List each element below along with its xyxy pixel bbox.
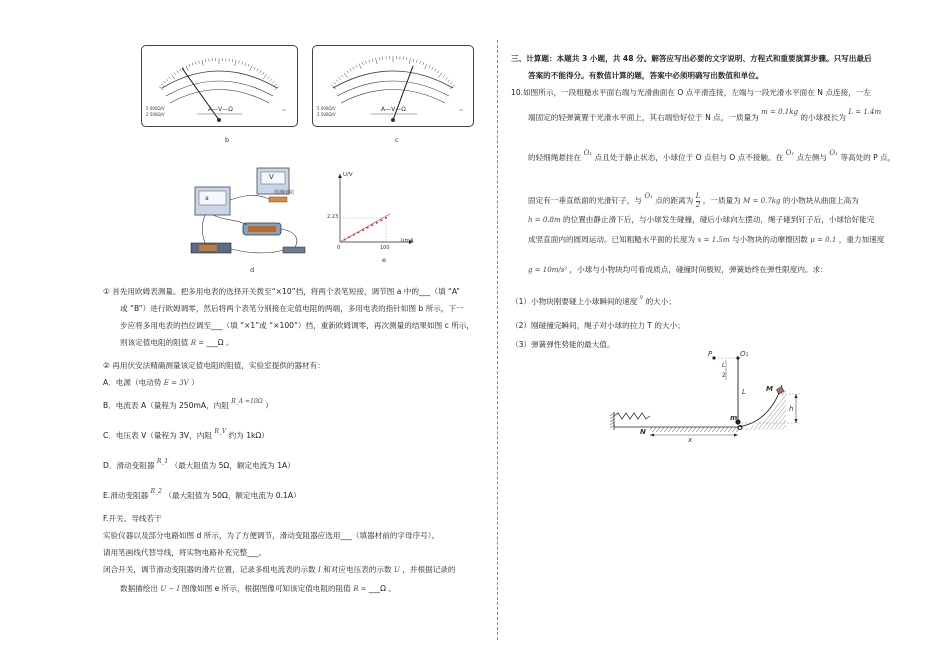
meter-tick — [195, 62, 196, 65]
option-e-end: （最大阻值为 50Ω，额定电流为 0.1A） — [164, 491, 301, 500]
option-a-math: E = 3V — [163, 379, 189, 387]
paragraph-4-math: U − I — [160, 585, 180, 593]
switch — [283, 247, 305, 253]
meter-tick — [413, 59, 414, 62]
option-c-text: C．电压表 V（量程为 3V，内阻 — [103, 431, 212, 440]
q10-line-5-b: 的位置由静止滑下后，与小球发生碰撞，碰后小球向左摆动，绳子碰到钉子后，小球恰好能完 — [563, 215, 875, 224]
q10-line-4 — [528, 193, 859, 209]
meter-tick — [242, 62, 243, 65]
diagram-label-o: O — [737, 424, 743, 432]
meter-tick — [186, 65, 189, 70]
q10-line-2-a: 端固定的轻弹簧置于光滑水平面上，其右端恰好位于 N 点，一质量为 — [528, 113, 759, 122]
diagram-label-m: m — [730, 414, 738, 422]
meter-tick — [262, 72, 264, 74]
meter-tick — [450, 82, 452, 84]
meter-tick — [379, 57, 380, 60]
q10-line-7-b: ，小球与小物块均可看成质点，碰撞时间极短，弹簧始终在弹性限度内。求： — [569, 265, 828, 274]
paragraph-3-b: 和对应电压表的示数 — [323, 565, 392, 574]
diagram-label-l: L — [742, 388, 746, 396]
meter-tick — [336, 80, 338, 82]
diagram-label-m-big: M — [766, 385, 773, 393]
option-c — [103, 428, 269, 440]
option-b-math: R_A =10Ω — [231, 398, 263, 405]
meter-tick — [164, 81, 166, 83]
meter-c-caption: c — [395, 136, 399, 144]
option-d-math: R_1 — [156, 458, 169, 465]
graph-y-tick: 2.23 — [327, 214, 339, 220]
paragraph-4-a: 数据描绘出 — [120, 584, 158, 593]
peg-p — [712, 356, 715, 359]
q1-line-4 — [120, 339, 234, 347]
graph-point — [362, 229, 364, 231]
q10-fraction-num: L — [695, 192, 701, 200]
meter-tick — [409, 58, 410, 64]
option-d — [103, 458, 295, 470]
paragraph-3 — [103, 566, 455, 574]
q10-line-6-a: 成竖直面内的圆周运动。已知粗糙水平面的长度为 — [528, 235, 696, 244]
graph-points — [344, 217, 387, 241]
spring — [614, 413, 650, 419]
meter-tick — [161, 84, 163, 86]
option-f: F.开关、导线若干 — [103, 514, 162, 523]
paragraph-1: 实验仪器以及部分电路如图 d 所示，为了方便调节，滑动变阻器应选用___（填器材前的字母序号）。 — [103, 531, 440, 540]
q10-line-3-a: 的轻细绳悬挂在 — [528, 153, 582, 162]
meter-tick — [192, 63, 193, 66]
meter-b-note-2: 2 500Ω/V — [146, 112, 165, 117]
meter-tick — [339, 77, 341, 79]
graph-point — [357, 231, 359, 233]
graph-point — [380, 219, 382, 221]
q10-length-x: x = 1.5m — [697, 236, 730, 244]
q10-line-7 — [528, 266, 828, 274]
resistor-body — [269, 197, 287, 202]
q10-height-h: h = 0.8m — [528, 216, 561, 224]
meter-tick — [359, 64, 362, 69]
meter-tick — [356, 65, 357, 68]
graph-point — [344, 239, 346, 241]
q1-line-4-text: 则该定值电阻的阻值 — [120, 338, 189, 347]
graph-point — [353, 234, 355, 236]
q10-mass-m: m = 0.1kg — [761, 108, 798, 116]
q10-line-5 — [528, 216, 874, 224]
meter-tick — [257, 69, 259, 72]
wall-hatch — [610, 413, 614, 416]
paragraph-4-math-r: R = — [353, 585, 369, 593]
q10-mass-big-m: M = 0.7kg — [743, 197, 781, 206]
q10-line-3-c: 点左侧与 — [796, 153, 827, 162]
meter-tick — [423, 62, 424, 65]
q10-line-6 — [528, 236, 884, 244]
sub-question-1-b: 的大小； — [645, 297, 676, 306]
meter-tick — [438, 73, 442, 78]
meter-tick — [180, 69, 182, 72]
q10-length-l: L = 1.4m — [848, 108, 882, 116]
meter-tick — [443, 75, 445, 77]
rough-surface — [650, 427, 738, 432]
q1-line-3: 步应将多用电表的挡位调至___（填 “×1”或 “×100”）挡，重新欧姆调零，再次测量的结果如图 c 所示， — [120, 321, 474, 330]
figure-e-caption: e — [382, 256, 386, 264]
paragraph-3-math-i: I — [318, 566, 321, 574]
q10-o1-b: O₁ — [785, 149, 795, 157]
meter-tick — [350, 69, 352, 72]
q1-line-4-tail: ___Ω 。 — [206, 338, 234, 347]
meter-b-note-3: ~ — [282, 108, 287, 114]
graph-point — [371, 224, 373, 226]
meter-b-scale-label: A—V—Ω — [208, 106, 233, 113]
q10-line-6-c: ，重力加速度 — [838, 235, 885, 244]
meter-tick — [344, 73, 348, 78]
paragraph-4 — [120, 585, 396, 593]
meter-tick — [272, 81, 274, 83]
option-e-math: R_2 — [150, 488, 162, 495]
q10-fraction-den: 2 — [695, 200, 701, 209]
meter-tick — [365, 61, 366, 64]
q10-o1-c: O₁ — [829, 149, 838, 157]
q10-line-3-d: 等高处的 P 点， — [840, 153, 896, 162]
meter-c-scale-label: A—V—Ω — [381, 106, 406, 113]
meter-tick — [254, 67, 255, 70]
paragraph-4-c: ___Ω 。 — [368, 584, 396, 593]
meter-tick — [202, 60, 203, 66]
meter-tick — [245, 63, 246, 66]
diagram-label-o1: O₁ — [740, 350, 749, 358]
meter-tick — [416, 60, 417, 63]
option-c-end: 约为 1kΩ） — [228, 431, 269, 440]
wall-hatch — [610, 425, 614, 428]
meter-tick — [199, 61, 200, 64]
graph-origin: 0 — [337, 245, 341, 251]
meter-tick — [235, 60, 236, 66]
graph-x-tick: 100 — [380, 245, 390, 251]
meter-tick — [334, 82, 336, 84]
paragraph-4-b: 图像如图 e 所示，根据图像可知该定值电阻的阻值 — [181, 584, 351, 593]
q10-o1-a: O₁ — [583, 149, 593, 157]
meter-tick — [437, 71, 439, 73]
section-title-2: 答案的不能得分。有数值计算的题，答案中必须明确写出数值和单位。 — [528, 71, 764, 80]
meter-b-note-1: 5 000Ω/V — [146, 106, 165, 111]
meter-tick — [263, 74, 267, 79]
meter-tick — [429, 65, 430, 68]
diagram-frac-den: 2 — [722, 372, 726, 379]
graph-xlabel: I/mA — [401, 238, 414, 244]
meter-tick — [341, 75, 343, 77]
meter-tick — [232, 59, 233, 62]
meter-c-note-3: ~ — [459, 108, 464, 114]
resistor-label: 待测电阻 — [274, 190, 295, 196]
physics-diagram — [610, 350, 810, 440]
meter-c — [312, 45, 474, 127]
meter-tick — [445, 77, 447, 79]
q10-fraction — [696, 193, 701, 209]
voltmeter-label: V — [269, 173, 274, 181]
paragraph-3-c: ，并根据记录的 — [402, 565, 456, 574]
q10-line-4-a: 固定有一垂直纸面的光滑钉子，与 — [528, 196, 642, 206]
meter-tick — [239, 61, 240, 64]
meter-tick — [435, 69, 437, 72]
sub-question-1 — [511, 294, 676, 306]
ammeter-label: a — [205, 195, 209, 202]
option-a-text: A．电源（电动势 — [103, 378, 162, 387]
option-e — [103, 488, 301, 500]
option-b-end: ） — [265, 401, 273, 410]
meter-tick — [362, 62, 363, 65]
graph-point — [376, 222, 378, 224]
option-a-end: ） — [191, 378, 199, 387]
paragraph-2: 请用笔画线代替导线，将实物电路补充完整___。 — [103, 548, 267, 557]
paragraph-3-a: 闭合开关，调节滑动变阻器的滑片位置，记录多组电流表的示数 — [103, 565, 316, 574]
meter-tick — [448, 80, 450, 82]
meter-tick — [171, 74, 175, 79]
meter-tick — [432, 67, 434, 70]
figure-d-caption: d — [250, 266, 255, 274]
wall-hatch — [610, 416, 614, 419]
q10-line-4-d: 的小物块从曲面上高为 — [782, 196, 859, 206]
circuit-figure-d — [185, 165, 320, 265]
meter-c-note-1: 5 000Ω/V — [317, 106, 336, 111]
graph-ylabel: U/V — [343, 172, 353, 178]
diagram-label-n: N — [640, 428, 646, 436]
meter-tick — [177, 70, 179, 73]
meter-tick — [169, 77, 171, 79]
q10-o1-d: O₁ — [644, 192, 653, 201]
meter-tick — [369, 60, 370, 63]
section-title: 三、计算题：本题共 3 小题，共 48 分。解答应写出必要的文字说明、方程式和重要演算步骤。只写出最后 — [511, 54, 872, 63]
diagram-frac-num: L — [722, 362, 726, 369]
option-d-text: D．滑动变阻器 — [103, 461, 155, 470]
meter-tick — [425, 64, 428, 69]
q10-line-3 — [528, 149, 896, 162]
graph-point — [385, 217, 387, 219]
meter-tick — [372, 59, 373, 62]
graph-point — [367, 227, 369, 229]
q1-line-1: ① 首先用欧姆表测量。把多用电表的选择开关拨至“×10”挡，将两个表笔短接，调节图 a 中的___（填 “A” — [103, 287, 461, 296]
sub-question-1-v: v — [639, 294, 644, 301]
sub-question-1-a: （1）小物块刚要碰上小球瞬间的速度 — [511, 297, 638, 306]
q10-line-4-b: 点的距离为 — [655, 196, 694, 206]
diagram-label-h: h — [789, 405, 794, 413]
q10-mu: μ = 0.1 — [810, 236, 837, 244]
meter-tick — [260, 70, 262, 73]
meter-tick — [205, 59, 206, 62]
q10-line-1: 10.如图所示，一段粗糙水平面右端与光滑曲面在 O 点平滑连接，左端与一段光滑水平面在 N 点连接，一左 — [511, 88, 871, 97]
q2-intro: ② 再用伏安法精确测量该定值电阻的阻值，实验室提供的器材有： — [103, 361, 325, 370]
meter-b-caption: b — [225, 136, 230, 144]
q10-line-3-b: 点且处于静止状态，小球位于 O 点但与 O 点不接触。在 — [594, 153, 784, 162]
option-e-text: E.滑动变阻器 — [103, 491, 149, 500]
column-divider — [497, 40, 498, 640]
option-c-math: R_V — [214, 428, 227, 435]
meter-tick — [275, 84, 277, 86]
meter-c-note-2: 2 500Ω/V — [317, 112, 336, 117]
meter-tick — [347, 71, 349, 73]
q10-line-6-b: 与小物块的动摩擦因数 — [731, 235, 808, 244]
meter-tick — [166, 79, 168, 81]
meter-tick — [406, 57, 407, 60]
meter-tick — [353, 67, 355, 70]
paragraph-3-math-u: U — [394, 566, 400, 574]
option-b-text: B．电流表 A（量程为 250mA，内阻 — [103, 401, 229, 410]
q10-line-2-b: 的小球被长为 — [800, 113, 846, 122]
q10-line-4-c: ，一质量为 — [702, 196, 741, 206]
diagram-label-x: x — [688, 436, 693, 444]
meter-b — [141, 45, 298, 127]
diagram-label-p: P — [708, 350, 713, 358]
meter-tick — [250, 65, 253, 70]
option-a — [103, 379, 199, 387]
q1-line-2: 或 “B”）进行欧姆调零，然后将两个表笔分别接在定值电阻的两端，多用电表的指针如图 b 所示，下一 — [120, 304, 464, 313]
meter-tick — [376, 58, 377, 64]
meter-b-scale — [142, 46, 297, 126]
meter-tick — [159, 86, 164, 90]
option-d-end: （最大阻值为 5Ω，额定电流为 1A） — [170, 461, 295, 470]
q10-line-2 — [528, 108, 882, 122]
meter-tick — [268, 77, 270, 79]
sub-question-3: （3）弹簧弹性势能的最大值。 — [511, 340, 615, 349]
meter-tick — [189, 64, 190, 67]
meter-tick — [248, 64, 249, 67]
wall-hatch — [610, 422, 614, 425]
q10-gravity: g = 10m/s² — [528, 266, 568, 274]
meter-tick — [174, 72, 176, 74]
meter-tick — [420, 61, 421, 64]
meter-tick — [270, 79, 272, 81]
sub-question-2: （2）刚碰撞完瞬间，绳子对小球的拉力 T 的大小； — [511, 321, 685, 330]
q1-resistance-symbol: R = — [190, 339, 207, 347]
meter-c-scale — [313, 46, 473, 126]
wall-hatch — [610, 419, 614, 422]
graph-point — [348, 236, 350, 238]
